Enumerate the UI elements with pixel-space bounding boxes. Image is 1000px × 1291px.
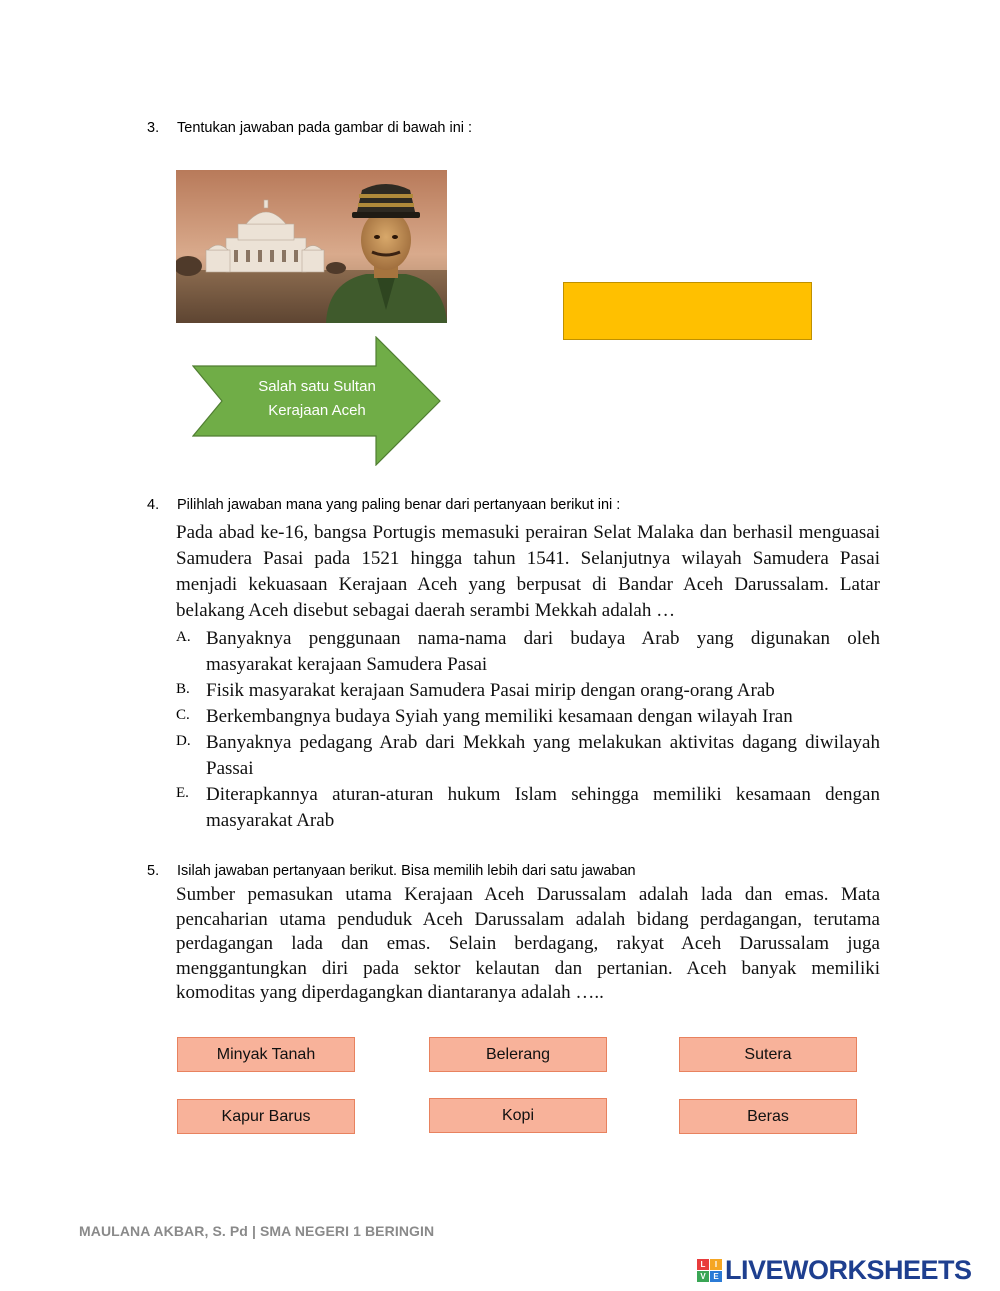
q5-passage — [176, 883, 880, 1006]
footer-author: MAULANA AKBAR, S. Pd | SMA NEGERI 1 BERINGIN — [79, 1223, 435, 1239]
answer-option-belerang[interactable]: Belerang — [429, 1037, 607, 1072]
q3-number: 3. — [147, 120, 160, 136]
liveworksheets-logo — [697, 1256, 972, 1284]
q4-option-d[interactable] — [176, 730, 880, 782]
liveworksheets-brand: LIVEWORKSHEETS — [725, 1255, 972, 1285]
q4-passage-line: Pada abad ke-16, bangsa Portugis memasuki perairan Selat Malaka dan berhasil menguasai — [176, 522, 880, 543]
q4-option-a[interactable] — [176, 626, 880, 678]
answer-drop-zone[interactable] — [563, 282, 812, 340]
arrow-text-line1: Salah satu Sultan — [258, 378, 376, 395]
answer-option-beras[interactable]: Beras — [679, 1099, 857, 1134]
option-text: Banyaknya pedagang Arab dari Mekkah yang melakukan aktivitas dagang diwilayah — [206, 732, 880, 753]
option-text: Diterapkannya aturan-aturan hukum Islam sehingga memiliki kesamaan dengan — [206, 784, 880, 805]
q5-passage-line: komoditas yang diperdagangkan diantaranya adalah ….. — [176, 982, 604, 1003]
q4-passage-line: menjadi kekuasaan Kerajaan Aceh yang berpusat di Bandar Aceh Darussalam. Latar — [176, 574, 880, 595]
option-text: Fisik masyarakat kerajaan Samudera Pasai mirip dengan orang-orang Arab — [206, 680, 775, 701]
option-text: masyarakat Arab — [206, 810, 335, 831]
q4-option-e[interactable] — [176, 782, 880, 834]
q4-option-c[interactable] — [176, 704, 880, 730]
q4-options — [176, 626, 880, 834]
q5-number: 5. — [147, 863, 160, 879]
q3-instruction: Tentukan jawaban pada gambar di bawah ini : — [177, 120, 473, 136]
portrait-with-mosque-image — [176, 170, 447, 323]
option-letter: C. — [176, 707, 190, 723]
q4-passage-line: Samudera Pasai pada 1521 hingga tahun 1541. Selanjutnya wilayah Samudera Pasai — [176, 548, 880, 569]
q5-passage-line: Sumber pemasukan utama Kerajaan Aceh Darussalam adalah lada dan emas. Mata — [176, 884, 880, 905]
answer-option-kapur-barus[interactable]: Kapur Barus — [177, 1099, 355, 1134]
q4-option-b[interactable] — [176, 678, 880, 704]
q5-instruction: Isilah jawaban pertanyaan berikut. Bisa memilih lebih dari satu jawaban — [177, 863, 636, 879]
q5-passage-line: menggantungkan diri pada sektor kelautan dan pertanian. Aceh banyak memiliki — [176, 957, 880, 979]
q4-passage — [176, 520, 880, 624]
q5-passage-line: pencaharian utama penduduk Aceh Darussalam adalah bidang perdagangan, terutama — [176, 908, 880, 930]
option-text: Banyaknya penggunaan nama-nama dari budaya Arab yang digunakan oleh — [206, 628, 880, 649]
arrow-text-line2: Kerajaan Aceh — [268, 402, 366, 419]
answer-option-sutera[interactable]: Sutera — [679, 1037, 857, 1072]
q4-number: 4. — [147, 497, 160, 513]
option-text: Berkembangnya budaya Syiah yang memiliki kesamaan dengan wilayah Iran — [206, 706, 793, 727]
answer-option-kopi[interactable]: Kopi — [429, 1098, 607, 1133]
option-letter: D. — [176, 733, 191, 749]
q5-passage-line: perdagangan lada dan emas. Selain berdagang, rakyat Aceh Darussalam juga — [176, 933, 880, 954]
option-letter: B. — [176, 681, 190, 697]
logo-blocks-icon: L I V E — [697, 1259, 722, 1282]
option-letter: A. — [176, 629, 191, 645]
q4-passage-line: belakang Aceh disebut sebagai daerah serambi Mekkah adalah … — [176, 600, 676, 621]
sultan-arrow-label — [192, 336, 442, 466]
option-text: Passai — [206, 758, 254, 779]
option-letter: E. — [176, 785, 189, 801]
answer-option-minyak-tanah[interactable]: Minyak Tanah — [177, 1037, 355, 1072]
q4-instruction: Pilihlah jawaban mana yang paling benar dari pertanyaan berikut ini : — [177, 497, 621, 513]
option-text: masyarakat kerajaan Samudera Pasai — [206, 654, 488, 675]
